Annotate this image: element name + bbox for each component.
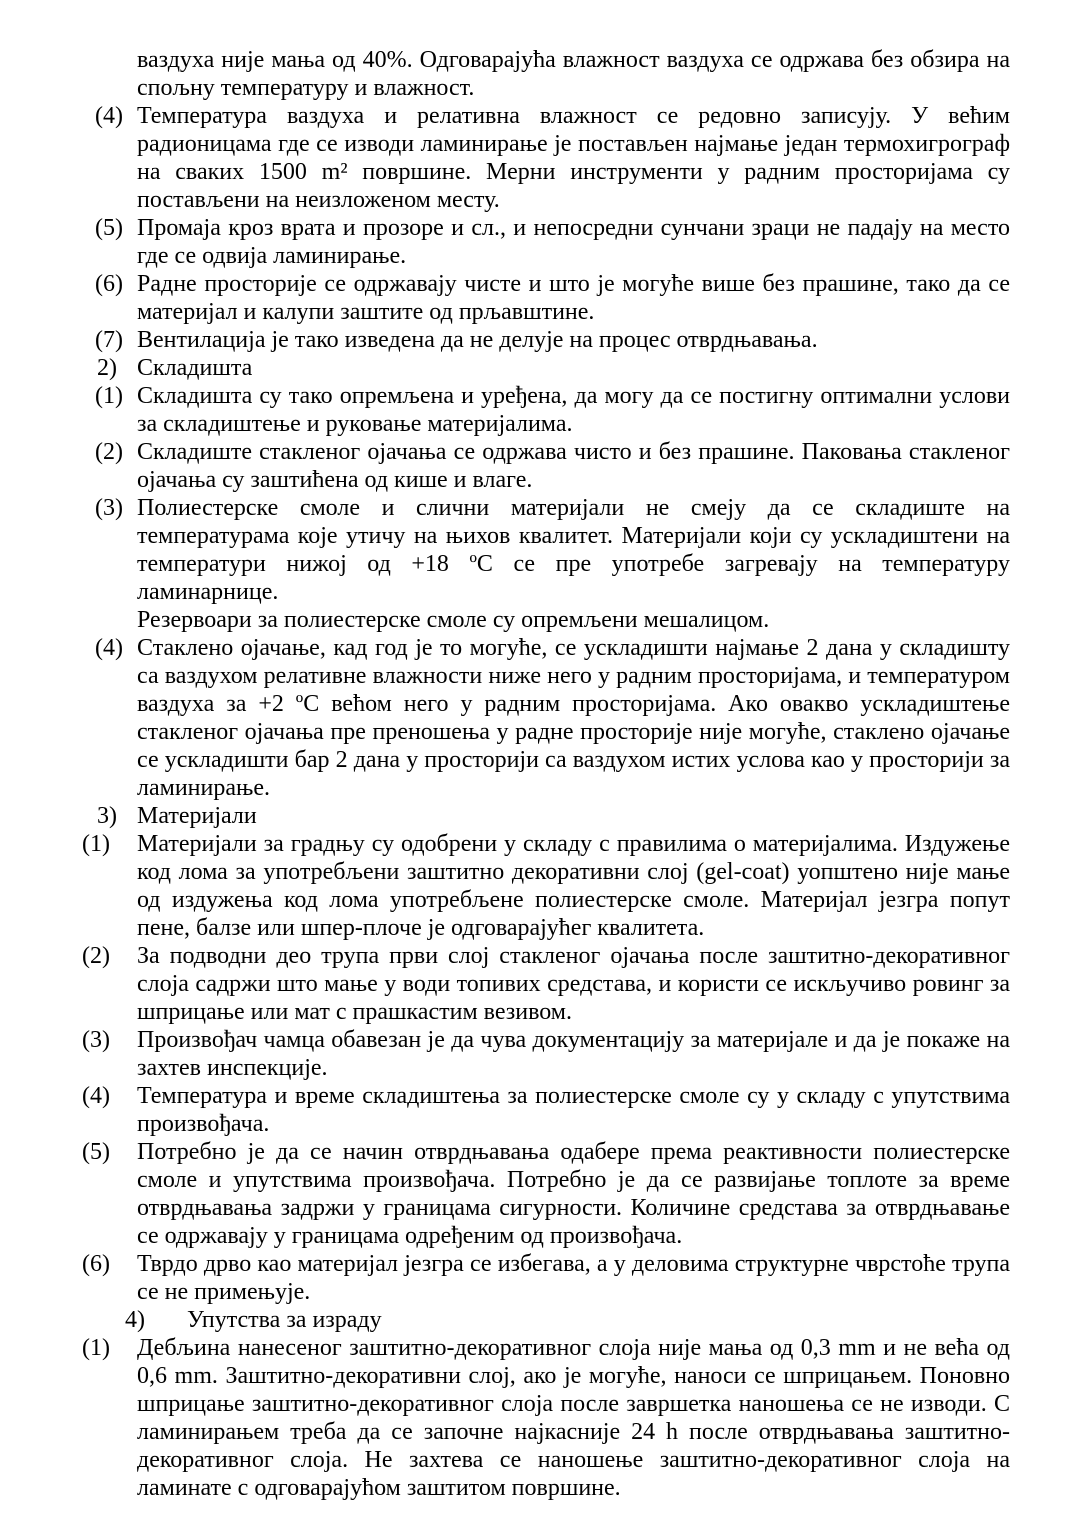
item-text: Произвођач чамца обавезан је да чува документацију за материјале и да је покаже на захтев инспекције. — [137, 1027, 1010, 1081]
item-text: Дебљина нанесеног заштитно-декоративног слоја није мања од 0,3 mm и не већа од 0,6 mm. Заштитно-декоративни слој, ако је могуће, наноси се шприцањем. Поновно шприцање заштитно-декоративног слоја после завршетка наношења се не изводи. С ламинирањем треба да се започне најкасније 24 h после отврдњавања заштитно-декоративног слоја. Не захтева се наношење заштитно-декоративног слоја на ламинате с одговарајућом заштитом површине. — [137, 1335, 1010, 1501]
section-heading-label: Материјали — [137, 803, 257, 829]
list-item — [0, 102, 1090, 214]
item-marker: (5) — [82, 1139, 110, 1165]
item-marker: 3) — [97, 803, 117, 829]
item-text: Потребно је да се начин отврдњавања одабере према реактивности полиестерске смоле и упутствима произвођача. Потребно је да се развијање топлоте за време отврдњавања задржи у границама сигурности. Количине средстава за отврдњавање се одржавају у границама одређеним од произвођача. — [137, 1139, 1010, 1249]
item-text: Резервоари за полиестерске смоле су опремљени мешалицом. — [137, 607, 770, 633]
item-text: Складиште стакленог ојачања се одржава чисто и без прашине. Паковања стакленог ојачања су заштићена од кише и влаге. — [137, 439, 1010, 493]
item-text: Материјали за градњу су одобрени у складу с правилима о материјалима. Издужење код лома за употребљени заштитно декоративни слој (gel-coat) уопштено није мање од издужења код лома употребљене полиестерске смоле. Материјал језгра попут пене, балзе или шпер-плоче је одговарајућег квалитета. — [137, 831, 1010, 941]
item-text: Температура ваздуха и релативна влажност се редовно записују. У већим радионицама где се изводи ламинирање је постављен најмање један термохигрограф на сваких 1500 m² површине. Мерни инструменти у радним просторијама су постављени на неизложеном месту. — [137, 103, 1010, 213]
list-item — [0, 382, 1090, 438]
item-marker: 2) — [97, 355, 117, 381]
item-text: Промаја кроз врата и прозоре и сл., и непосредни сунчани зраци не падају на место где се одвија ламинирање. — [137, 215, 1010, 269]
item-text: Складишта су тако опремљена и уређена, да могу да се постигну оптимални услови за складиштење и руковање материјалима. — [137, 383, 1010, 437]
list-item — [0, 1138, 1090, 1250]
document-content — [0, 46, 1090, 1502]
section-heading — [0, 354, 1090, 382]
list-item — [0, 326, 1090, 354]
list-item — [0, 1082, 1090, 1138]
item-marker: (1) — [82, 1335, 110, 1361]
item-text: Температура и време складиштења за полиестерске смоле су у складу с упутствима произвођача. — [137, 1083, 1010, 1137]
list-item — [0, 1026, 1090, 1082]
section-heading — [0, 802, 1090, 830]
list-item — [0, 1250, 1090, 1306]
list-item — [0, 942, 1090, 1026]
section-heading-label: Упутства за израду — [187, 1307, 382, 1333]
item-marker: (5) — [95, 215, 123, 241]
item-text: Радне просторије се одржавају чисте и што је могуће више без прашине, тако да се материјал и калупи заштите од прљавштине. — [137, 271, 1010, 325]
item-marker: (6) — [82, 1251, 110, 1277]
section-heading — [0, 1306, 1090, 1334]
item-marker: (3) — [82, 1027, 110, 1053]
item-text: Стаклено ојачање, кад год је то могуће, се ускладишти најмање 2 дана у складишту са ваздухом релативне влажности ниже него у радним просторијама, и температуром ваздуха за +2 ºC већом него у радним просторијама. Ако овакво ускладиштење стакленог ојачања пре преношења у радне просторије није могуће, стаклено ојачање се ускладишти бар 2 дана у просторији са ваздухом истих услова као у просторији за ламинирање. — [137, 635, 1010, 801]
item-marker: (4) — [95, 635, 123, 661]
item-marker: (4) — [95, 103, 123, 129]
list-item — [0, 830, 1090, 942]
item-marker: (2) — [82, 943, 110, 969]
list-item — [0, 634, 1090, 802]
item-marker: (7) — [95, 327, 123, 353]
item-marker: (2) — [95, 439, 123, 465]
item-marker: (1) — [95, 383, 123, 409]
item-marker: (6) — [95, 271, 123, 297]
item-text: Полиестерске смоле и слични материјали не смеју да се складиште на температурама које утичу на њихов квалитет. Материјали који су ускладиштени на температури нижој од +18 ºC се пре употребе загревају на температуру ламинарнице. — [137, 495, 1010, 605]
continuation-paragraph — [0, 46, 1090, 102]
list-item — [0, 494, 1090, 634]
item-marker: (4) — [82, 1083, 110, 1109]
section-heading-label: Складишта — [137, 355, 253, 381]
list-item — [0, 270, 1090, 326]
item-marker: (1) — [82, 831, 110, 857]
item-text: Тврдо дрво као материјал језгра се избегава, а у деловима структурне чврстоће трупа се не примењује. — [137, 1251, 1010, 1305]
item-text: ваздуха није мања од 40%. Одговарајућа влажност ваздуха се одржава без обзира на спољну температуру и влажност. — [137, 47, 1010, 101]
list-item — [0, 1334, 1090, 1502]
item-text: Вентилација је тако изведена да не делује на процес отврдњавања. — [137, 327, 818, 353]
list-item — [0, 438, 1090, 494]
item-marker: 4) — [125, 1307, 145, 1333]
list-item — [0, 214, 1090, 270]
item-text: За подводни део трупа први слој стакленог ојачања после заштитно-декоративног слоја садржи што мање у води топивих средстава, и користи се искључиво ровинг за шприцање или мат с прашкастим везивом. — [137, 943, 1010, 1025]
item-marker: (3) — [95, 495, 123, 521]
